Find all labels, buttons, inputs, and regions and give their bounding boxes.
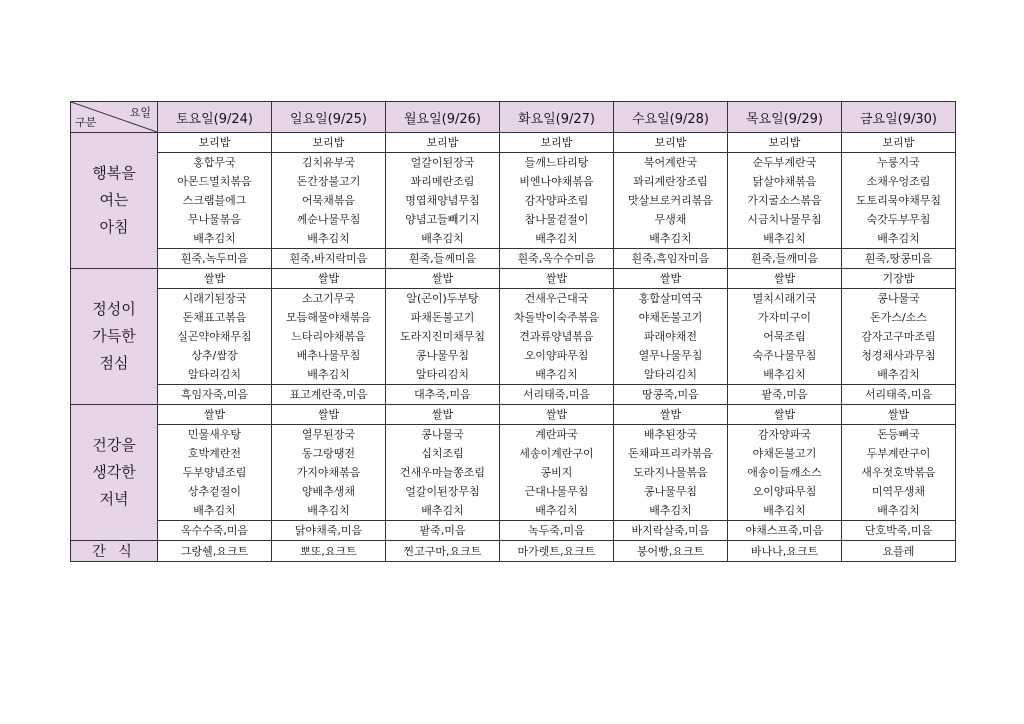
menu-item-cell: 보리밥 xyxy=(614,133,728,153)
menu-item-cell: 쌀밥 xyxy=(614,405,728,425)
menu-item-cell: 시래기된장국 xyxy=(158,289,272,309)
menu-item-cell: 북어계란국 xyxy=(614,153,728,173)
menu-item-cell: 흰죽,바지락미음 xyxy=(272,249,386,269)
meal-row xyxy=(71,463,956,482)
menu-item-cell: 어묵채볶음 xyxy=(272,191,386,210)
menu-item-cell: 애송이들깨소스 xyxy=(728,463,842,482)
menu-item-cell: 옥수수죽,미음 xyxy=(158,521,272,541)
snack-item-cell: 바나나,요크트 xyxy=(728,541,842,562)
snack-item-cell: 뽀또,요크트 xyxy=(272,541,386,562)
menu-item-cell: 가지굴소스볶음 xyxy=(728,191,842,210)
menu-item-cell: 근대나물무침 xyxy=(500,482,614,501)
menu-item-cell: 상추겉절이 xyxy=(158,482,272,501)
menu-item-cell: 돈간장불고기 xyxy=(272,172,386,191)
menu-item-cell: 스크램블에그 xyxy=(158,191,272,210)
menu-item-cell: 흰죽,옥수수미음 xyxy=(500,249,614,269)
meal-row xyxy=(71,191,956,210)
menu-item-cell: 흑임자죽,미음 xyxy=(158,385,272,405)
menu-item-cell: 대추죽,미음 xyxy=(386,385,500,405)
menu-item-cell: 양념고들빼기지 xyxy=(386,210,500,229)
menu-item-cell: 배추김치 xyxy=(158,501,272,521)
menu-item-cell: 비엔나야채볶음 xyxy=(500,172,614,191)
menu-item-cell: 가지야채볶음 xyxy=(272,463,386,482)
menu-item-cell: 민물새우탕 xyxy=(158,425,272,445)
menu-item-cell: 기장밥 xyxy=(842,269,956,289)
menu-item-cell: 배추김치 xyxy=(728,365,842,385)
day-header: 목요일(9/29) xyxy=(728,102,842,133)
meal-row xyxy=(71,153,956,173)
menu-item-cell: 느타리야채볶음 xyxy=(272,327,386,346)
menu-item-cell: 쌀밥 xyxy=(614,269,728,289)
menu-item-cell: 배추김치 xyxy=(614,501,728,521)
menu-item-cell: 얼갈이된장국 xyxy=(386,153,500,173)
menu-item-cell: 서리태죽,미음 xyxy=(500,385,614,405)
menu-item-cell: 배추김치 xyxy=(500,501,614,521)
meal-row xyxy=(71,385,956,405)
menu-item-cell: 계란파국 xyxy=(500,425,614,445)
menu-item-cell: 서리태죽,미음 xyxy=(842,385,956,405)
menu-item-cell: 보리밥 xyxy=(500,133,614,153)
menu-item-cell: 흰죽,들깨미음 xyxy=(728,249,842,269)
day-header: 화요일(9/27) xyxy=(500,102,614,133)
meal-row xyxy=(71,172,956,191)
menu-item-cell: 시금치나물무침 xyxy=(728,210,842,229)
menu-item-cell: 녹두죽,미음 xyxy=(500,521,614,541)
menu-item-cell: 도토리묵야채무침 xyxy=(842,191,956,210)
menu-item-cell: 어묵조림 xyxy=(728,327,842,346)
snack-item-cell: 찐고구마,요크트 xyxy=(386,541,500,562)
menu-item-cell: 두부계란구이 xyxy=(842,444,956,463)
menu-item-cell: 들깨느타리탕 xyxy=(500,153,614,173)
menu-item-cell: 파채돈불고기 xyxy=(386,308,500,327)
menu-item-cell: 건새우마늘쫑조림 xyxy=(386,463,500,482)
menu-item-cell: 실곤약야채무침 xyxy=(158,327,272,346)
menu-item-cell: 배추김치 xyxy=(500,365,614,385)
menu-item-cell: 알타리김치 xyxy=(386,365,500,385)
menu-item-cell: 홍합살미역국 xyxy=(614,289,728,309)
meal-row xyxy=(71,444,956,463)
menu-item-cell: 숙주나물무침 xyxy=(728,346,842,365)
menu-item-cell: 명엽채양념무침 xyxy=(386,191,500,210)
menu-item-cell: 흰죽,흑임자미음 xyxy=(614,249,728,269)
day-header: 토요일(9/24) xyxy=(158,102,272,133)
menu-item-cell: 돈채표고볶음 xyxy=(158,308,272,327)
meal-row xyxy=(71,249,956,269)
menu-item-cell: 십치조림 xyxy=(386,444,500,463)
meal-row xyxy=(71,365,956,385)
menu-item-cell: 상추/쌈장 xyxy=(158,346,272,365)
meal-row xyxy=(71,308,956,327)
corner-label-day: 요일 xyxy=(129,106,151,119)
meal-menu-table xyxy=(70,101,956,562)
menu-item-cell: 아몬드멸치볶음 xyxy=(158,172,272,191)
menu-item-cell: 돈가스/소스 xyxy=(842,308,956,327)
menu-item-cell: 콩나물무침 xyxy=(386,346,500,365)
menu-item-cell: 참나물겉절이 xyxy=(500,210,614,229)
menu-item-cell: 미역무생채 xyxy=(842,482,956,501)
meal-row xyxy=(71,289,956,309)
corner-label-category: 구분 xyxy=(75,116,97,129)
menu-item-cell: 야채돈불고기 xyxy=(614,308,728,327)
menu-item-cell: 배추김치 xyxy=(842,229,956,249)
menu-item-cell: 콩나물국 xyxy=(842,289,956,309)
menu-item-cell: 누룽지국 xyxy=(842,153,956,173)
menu-item-cell: 흰죽,들께미음 xyxy=(386,249,500,269)
menu-item-cell: 보리밥 xyxy=(728,133,842,153)
menu-item-cell: 꽈리계란장조림 xyxy=(614,172,728,191)
menu-item-cell: 께순나물무침 xyxy=(272,210,386,229)
meal-row xyxy=(71,346,956,365)
menu-item-cell: 감자양파조림 xyxy=(500,191,614,210)
menu-item-cell: 모듬해물야채볶음 xyxy=(272,308,386,327)
meal-row xyxy=(71,229,956,249)
header-row xyxy=(71,102,956,133)
menu-item-cell: 닭야채죽,미음 xyxy=(272,521,386,541)
corner-header-cell xyxy=(71,102,158,133)
snack-item-cell: 그랑쉘,요크트 xyxy=(158,541,272,562)
menu-item-cell: 견과류양념볶음 xyxy=(500,327,614,346)
menu-item-cell: 쌀밥 xyxy=(386,405,500,425)
menu-item-cell: 배추김치 xyxy=(386,229,500,249)
menu-item-cell: 바지락살죽,미음 xyxy=(614,521,728,541)
meal-row xyxy=(71,482,956,501)
menu-item-cell: 무생채 xyxy=(614,210,728,229)
menu-item-cell: 알타리김치 xyxy=(614,365,728,385)
menu-item-cell: 쌀밥 xyxy=(158,269,272,289)
meal-category-label: 건강을 생각한 저녁 xyxy=(71,405,158,541)
menu-item-cell: 소고기무국 xyxy=(272,289,386,309)
menu-item-cell: 건새우근대국 xyxy=(500,289,614,309)
menu-item-cell: 얼갈이된장무침 xyxy=(386,482,500,501)
menu-item-cell: 돈채파프리카볶음 xyxy=(614,444,728,463)
menu-item-cell: 도라지진미채무침 xyxy=(386,327,500,346)
menu-item-cell: 보리밥 xyxy=(158,133,272,153)
menu-item-cell: 배추김치 xyxy=(614,229,728,249)
menu-item-cell: 동그랑땡전 xyxy=(272,444,386,463)
menu-item-cell: 차돌박이숙주볶음 xyxy=(500,308,614,327)
meal-row xyxy=(71,405,956,425)
menu-item-cell: 배추김치 xyxy=(500,229,614,249)
menu-item-cell: 배추김치 xyxy=(158,229,272,249)
snack-category-label: 간 식 xyxy=(71,541,158,562)
menu-item-cell: 순두부계란국 xyxy=(728,153,842,173)
menu-item-cell: 단호박죽,미음 xyxy=(842,521,956,541)
menu-item-cell: 멸치시래기국 xyxy=(728,289,842,309)
menu-item-cell: 배추김치 xyxy=(272,501,386,521)
menu-item-cell: 배추김치 xyxy=(272,365,386,385)
menu-item-cell: 보리밥 xyxy=(842,133,956,153)
menu-item-cell: 쌀밥 xyxy=(272,405,386,425)
menu-item-cell: 콩나물무침 xyxy=(614,482,728,501)
menu-item-cell: 보리밥 xyxy=(272,133,386,153)
menu-item-cell: 보리밥 xyxy=(386,133,500,153)
menu-item-cell: 가자미구이 xyxy=(728,308,842,327)
menu-item-cell: 배추나물무침 xyxy=(272,346,386,365)
menu-item-cell: 배추김치 xyxy=(272,229,386,249)
meal-row xyxy=(71,327,956,346)
menu-item-cell: 쌀밥 xyxy=(386,269,500,289)
menu-item-cell: 숙갓두부무침 xyxy=(842,210,956,229)
menu-item-cell: 열무나물무침 xyxy=(614,346,728,365)
menu-item-cell: 팥죽,미음 xyxy=(728,385,842,405)
menu-item-cell: 오이양파무침 xyxy=(500,346,614,365)
menu-item-cell: 도라지나물볶음 xyxy=(614,463,728,482)
day-header: 월요일(9/26) xyxy=(386,102,500,133)
snack-item-cell: 요플레 xyxy=(842,541,956,562)
day-header: 일요일(9/25) xyxy=(272,102,386,133)
meal-row xyxy=(71,133,956,153)
meal-row xyxy=(71,425,956,445)
menu-item-cell: 알타리김치 xyxy=(158,365,272,385)
menu-item-cell: 쌀밥 xyxy=(500,405,614,425)
menu-item-cell: 배추된장국 xyxy=(614,425,728,445)
day-header: 금요일(9/30) xyxy=(842,102,956,133)
menu-item-cell: 감자고구마조림 xyxy=(842,327,956,346)
menu-item-cell: 팥죽,미음 xyxy=(386,521,500,541)
menu-body xyxy=(71,133,956,562)
menu-item-cell: 배추김치 xyxy=(842,501,956,521)
meal-row xyxy=(71,521,956,541)
day-header: 수요일(9/28) xyxy=(614,102,728,133)
menu-item-cell: 콩나물국 xyxy=(386,425,500,445)
snack-item-cell: 붕어빵,요크트 xyxy=(614,541,728,562)
menu-item-cell: 야채돈불고기 xyxy=(728,444,842,463)
menu-item-cell: 호박계란전 xyxy=(158,444,272,463)
menu-item-cell: 소채우엉조림 xyxy=(842,172,956,191)
menu-item-cell: 배추김치 xyxy=(386,501,500,521)
menu-item-cell: 콩비지 xyxy=(500,463,614,482)
menu-item-cell: 맛살브로커리볶음 xyxy=(614,191,728,210)
menu-item-cell: 쌀밥 xyxy=(842,405,956,425)
menu-item-cell: 무나물볶음 xyxy=(158,210,272,229)
menu-item-cell: 쌀밥 xyxy=(728,269,842,289)
menu-item-cell: 쌀밥 xyxy=(728,405,842,425)
menu-item-cell: 세송이계란구이 xyxy=(500,444,614,463)
menu-item-cell: 돈등뼈국 xyxy=(842,425,956,445)
meal-row xyxy=(71,501,956,521)
menu-item-cell: 두부양념조림 xyxy=(158,463,272,482)
menu-item-cell: 감자양파국 xyxy=(728,425,842,445)
menu-item-cell: 꽈리메란조림 xyxy=(386,172,500,191)
meal-category-label: 정성이 가득한 점심 xyxy=(71,269,158,405)
meal-row xyxy=(71,210,956,229)
menu-item-cell: 파래야채전 xyxy=(614,327,728,346)
snack-row xyxy=(71,541,956,562)
menu-item-cell: 쌀밥 xyxy=(500,269,614,289)
menu-item-cell: 흰죽,녹두미음 xyxy=(158,249,272,269)
menu-item-cell: 배추김치 xyxy=(842,365,956,385)
menu-item-cell: 배추김치 xyxy=(728,501,842,521)
menu-item-cell: 오이양파무침 xyxy=(728,482,842,501)
menu-item-cell: 새우젓호박볶음 xyxy=(842,463,956,482)
snack-item-cell: 마가렛트,요크트 xyxy=(500,541,614,562)
menu-item-cell: 열무된장국 xyxy=(272,425,386,445)
menu-item-cell: 야채스프죽,미음 xyxy=(728,521,842,541)
menu-item-cell: 배추김치 xyxy=(728,229,842,249)
meal-row xyxy=(71,269,956,289)
menu-item-cell: 땅콩죽,미음 xyxy=(614,385,728,405)
menu-item-cell: 쌀밥 xyxy=(272,269,386,289)
menu-item-cell: 알(곤이)두부탕 xyxy=(386,289,500,309)
menu-item-cell: 양배추생채 xyxy=(272,482,386,501)
meal-category-label: 행복을 여는 아침 xyxy=(71,133,158,269)
menu-item-cell: 표고계란죽,미음 xyxy=(272,385,386,405)
menu-item-cell: 닭살야채볶음 xyxy=(728,172,842,191)
menu-item-cell: 쌀밥 xyxy=(158,405,272,425)
menu-item-cell: 청경채사과무침 xyxy=(842,346,956,365)
menu-item-cell: 흰죽,땅콩미음 xyxy=(842,249,956,269)
menu-item-cell: 김치유부국 xyxy=(272,153,386,173)
menu-item-cell: 홍합무국 xyxy=(158,153,272,173)
